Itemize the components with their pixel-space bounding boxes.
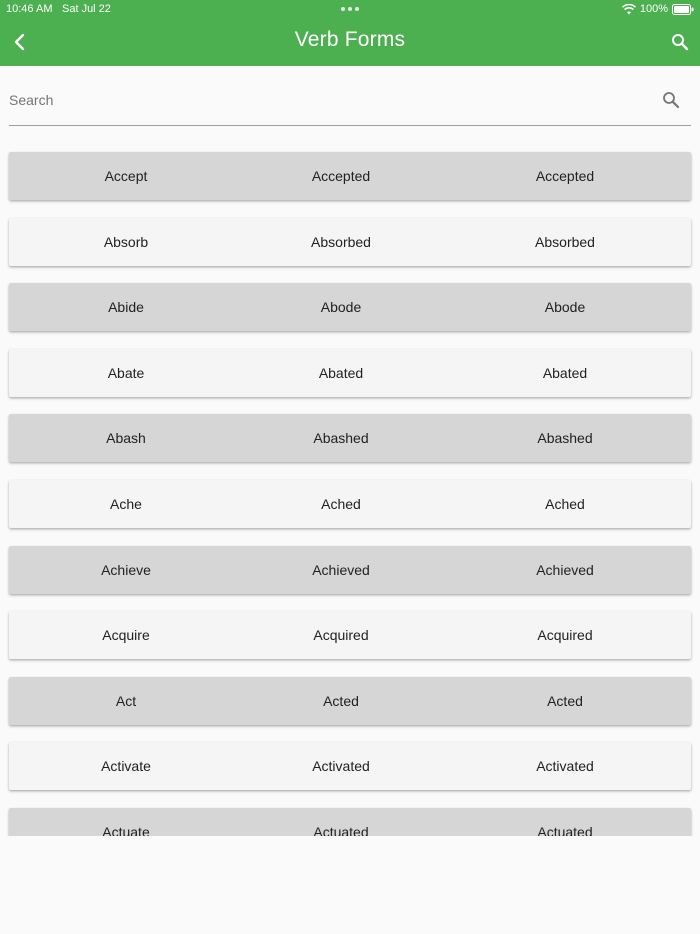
verb-row[interactable] [9,677,691,725]
search-field [9,80,691,126]
verb-base-form: Achieve [101,561,151,578]
verb-past-participle: Acted [547,692,583,709]
wifi-icon [622,4,636,15]
page-title: Verb Forms [294,28,406,51]
verb-past-form: Ached [321,496,361,512]
search-icon [671,33,689,51]
verb-base-form: Actuate [102,824,150,836]
verb-base-form: Absorb [103,233,149,250]
verb-base-form: Act [115,692,137,709]
search-field-icon-button[interactable] [661,90,681,110]
verb-row[interactable] [9,283,691,331]
verb-base-form: Activate [101,758,151,775]
verb-base-form: Abide [108,299,144,316]
verb-past-form: Achieved [312,561,370,578]
status-time: 10:46 AM [6,3,53,15]
status-indicators [622,2,694,16]
battery-icon [672,4,694,15]
verb-list [0,140,700,836]
search-icon [662,91,680,109]
verb-row[interactable] [9,480,691,528]
multitasking-dots-icon [340,6,360,12]
verb-row[interactable] [9,152,691,200]
status-date: Sat Jul 22 [62,3,111,15]
verb-base-form: Abate [107,364,145,381]
verb-row[interactable] [9,742,691,790]
verb-past-form: Abashed [313,430,369,447]
verb-row[interactable] [9,611,691,659]
verb-past-form: Acted [323,692,359,709]
verb-past-participle: Acquired [537,627,593,644]
verb-row[interactable] [9,414,691,462]
verb-past-form: Actuated [313,824,369,836]
appbar-search-button[interactable] [666,27,694,57]
verb-row[interactable] [9,218,691,266]
verb-past-form: Abated [318,364,364,381]
battery-percent: 100% [639,3,668,15]
verb-row[interactable] [9,546,691,594]
verb-past-participle: Activated [536,758,594,775]
verb-past-participle: Ached [545,496,585,512]
verb-base-form: Ache [110,496,142,512]
verb-base-form: Acquire [102,627,150,644]
verb-past-participle: Absorbed [535,233,595,250]
verb-base-form: Accept [104,168,148,184]
verb-past-participle: Abode [544,299,586,316]
verb-past-participle: Accepted [535,168,595,184]
search-input[interactable] [9,80,649,120]
verb-past-form: Activated [312,758,370,775]
verb-past-participle: Abated [542,364,588,381]
status-bar [0,0,700,18]
verb-past-form: Absorbed [311,233,371,250]
verb-past-form: Accepted [311,168,371,184]
verb-past-participle: Abashed [537,430,593,447]
verb-past-form: Acquired [313,627,369,644]
verb-past-form: Abode [320,299,362,316]
verb-past-participle: Achieved [536,561,594,578]
app-header [0,0,700,66]
verb-base-form: Abash [106,430,146,447]
verb-past-participle: Actuated [537,824,593,836]
verb-row[interactable] [9,808,691,836]
verb-row[interactable] [9,349,691,397]
